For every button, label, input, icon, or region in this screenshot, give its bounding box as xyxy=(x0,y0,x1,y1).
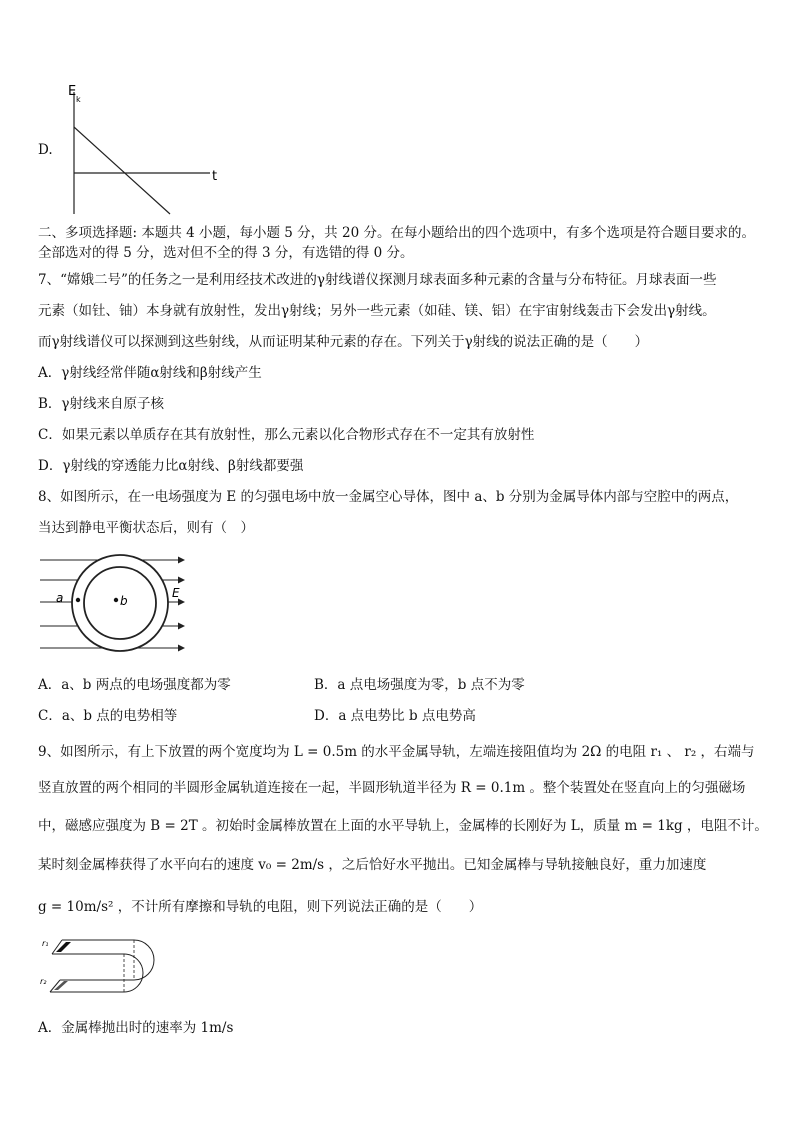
q9-option-a: A．金属棒抛出时的速率为 1m/s xyxy=(38,1020,234,1036)
q9-line5: g = 10m/s² ，不计所有摩擦和导轨的电阻，则下列说法正确的是（ ） xyxy=(38,899,483,915)
semicircle-back xyxy=(134,940,154,980)
q6-option-d-label: D. xyxy=(38,142,53,158)
q9-rail-figure xyxy=(40,934,170,1004)
label-r1: r₁ xyxy=(42,939,49,948)
y-axis-label: E xyxy=(68,84,77,99)
q8-line1: 8、如图所示，在一电场强度为 E 的匀强电场中放一金属空心导体，图中 a、b 分别为金属导体内部与空腔中的两点， xyxy=(38,489,739,505)
q9-line2: 竖直放置的两个相同的半圆形金属轨道连接在一起，半圆形轨道半径为 R = 0.1m 。整个装置处在竖直向上的匀强磁场 xyxy=(38,780,746,796)
q9-line3: 中，磁感应强度为 B = 2T 。初始时金属棒放置在上面的水平导轨上，金属棒的长刚好为 L，质量 m = 1kg ，电阻不计。 xyxy=(38,818,768,834)
q7-option-b: B．γ射线来自原子核 xyxy=(38,396,164,412)
resistor-r2 xyxy=(54,981,68,990)
q7-line2: 元素（如钍、铀）本身就有放射性，发出γ射线；另外一些元素（如硅、镁、铝）在宇宙射线轰击下会发出γ射线。 xyxy=(38,303,716,319)
q8-line2: 当达到静电平衡状态后，则有（ ） xyxy=(38,520,254,536)
q7-option-c: C．如果元素以单质存在其有放射性，那么元素以化合物形式存在不一定其有放射性 xyxy=(38,427,535,443)
q8-option-c: C．a、b 点的电势相等 xyxy=(38,708,178,724)
x-axis-label: t xyxy=(212,169,218,184)
q6-ek-t-graph xyxy=(62,82,222,217)
section2-line2: 全部选对的得 5 分，选对但不全的得 3 分，有选错的得 0 分。 xyxy=(38,245,414,261)
y-axis-label-sub: k xyxy=(76,95,81,104)
q8-option-b: B．a 点电场强度为零，b 点不为零 xyxy=(314,677,525,693)
q9-line1: 9、如图所示，有上下放置的两个宽度均为 L = 0.5m 的水平金属导轨，左端连接阻值均为 2Ω 的电阻 r₁ 、 r₂ ，右端与 xyxy=(38,744,755,760)
label-a: a xyxy=(56,591,64,605)
q7-option-a: A．γ射线经常伴随α射线和β射线产生 xyxy=(38,365,262,381)
label-E: E xyxy=(172,586,180,600)
point-a xyxy=(76,598,80,602)
q8-field-figure xyxy=(36,550,196,662)
resistor-r1 xyxy=(56,942,71,952)
section2-line1: 二、多项选择题: 本题共 4 小题，每小题 5 分，共 20 分。在每小题给出的四个选项中，有多个选项是符合题目要求的。 xyxy=(38,225,755,241)
q7-line1: 7、“嫦娥二号”的任务之一是利用经技术改进的γ射线谱仪探测月球表面多种元素的含量与分布特征。月球表面一些 xyxy=(38,272,717,288)
label-b: b xyxy=(120,594,128,608)
point-b xyxy=(114,598,118,602)
q7-option-d: D．γ射线的穿透能力比α射线、β射线都要强 xyxy=(38,458,304,474)
ek-line xyxy=(74,127,170,214)
q8-option-d: D．a 点电势比 b 点电势高 xyxy=(314,708,476,724)
label-r2: r₂ xyxy=(40,977,47,986)
q9-line4: 某时刻金属棒获得了水平向右的速度 v₀ = 2m/s ，之后恰好水平抛出。已知金属棒与导轨接触良好，重力加速度 xyxy=(38,857,707,873)
q8-option-a: A．a、b 两点的电场强度都为零 xyxy=(38,677,231,693)
semicircle-front xyxy=(124,954,143,992)
q7-line3: 而γ射线谱仪可以探测到这些射线，从而证明某种元素的存在。下列关于γ射线的说法正确的是（ ） xyxy=(38,334,649,350)
